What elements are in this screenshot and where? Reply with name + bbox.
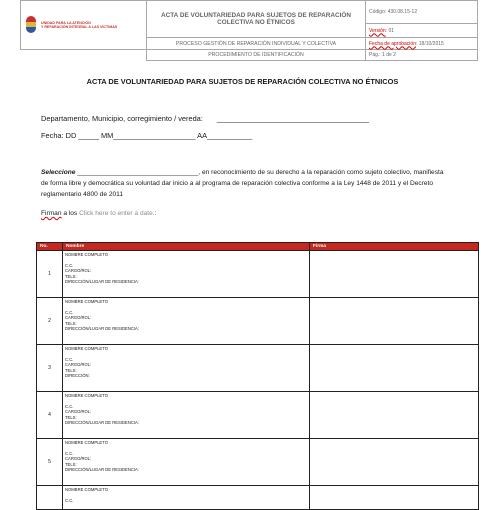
entity-seal-icon xyxy=(24,16,38,34)
date-line[interactable]: Fecha: DD _____ MM____________________ AA___________ xyxy=(41,131,253,140)
header-process: PROCESO GESTIÓN DE REPARACIÓN INDIVIDUAL Y COLECTIVA xyxy=(147,38,366,50)
document-title: ACTA DE VOLUNTARIEDAD PARA SUJETOS DE REPARACIÓN COLECTIVA NO ÉTNICOS xyxy=(86,77,399,86)
table-row xyxy=(37,439,479,486)
signature-cell[interactable] xyxy=(310,345,479,392)
signature-cell[interactable] xyxy=(310,392,479,439)
table-row xyxy=(37,251,479,298)
date-picker-field[interactable]: Click here to enter a date. xyxy=(79,210,155,217)
table-row xyxy=(37,298,479,345)
document-header xyxy=(20,0,478,61)
signer-info[interactable]: NOMBRE COMPLETO C.C. CARGO/ROL: TELS: DIRECCIÓN/LUGAR DE RESIDENCIA: xyxy=(63,251,310,298)
table-row xyxy=(37,486,479,510)
signature-cell[interactable] xyxy=(310,486,479,510)
row-number: 3 xyxy=(37,345,63,392)
signer-info[interactable]: NOMBRE COMPLETO C.C. CARGO/ROL: TELS: DIRECCIÓN/LUGAR DE RESIDENCIA: xyxy=(63,392,310,439)
select-field[interactable]: Seleccione xyxy=(41,169,76,176)
location-label: Departamento, Municipio, corregimiento / vereda: xyxy=(41,114,203,123)
signature-cell[interactable] xyxy=(310,298,479,345)
signer-info[interactable]: NOMBRE COMPLETO C.C. CARGO/ROL: TELS: DIRECCIÓN: xyxy=(63,345,310,392)
header-approval-date: Fecha de aprobación: 18/10/2015 xyxy=(366,38,478,50)
header-title: ACTA DE VOLUNTARIEDAD PARA SUJETOS DE REPARACIÓN COLECTIVA NO ÉTNICOS xyxy=(147,1,366,38)
row-number: 5 xyxy=(37,439,63,486)
row-number: 4 xyxy=(37,392,63,439)
signature-cell[interactable] xyxy=(310,251,479,298)
signer-info[interactable]: NOMBRE COMPLETO C.C. CARGO/ROL: TELS: DIRECCIÓN/LUGAR DE RESIDENCIA: xyxy=(63,439,310,486)
location-line xyxy=(41,114,369,123)
column-header-name: Nombre xyxy=(63,243,310,251)
header-page: Pág.: 1 de 2 xyxy=(366,50,478,61)
signing-date-line: Firman a los Click here to enter a date.: xyxy=(41,210,157,217)
signatures-table xyxy=(36,242,479,510)
table-row xyxy=(37,345,479,392)
column-header-number: No. xyxy=(37,243,63,251)
column-header-signature: Firma xyxy=(310,243,479,251)
row-number: 1 xyxy=(37,251,63,298)
declaration-text: _________________________________, en reconocimiento de su derecho a la reparación como sujeto colectivo, manifiesta de forma libre y democrática su voluntad dar inicio a al programa de reparación colectiva conforme a la Ley 1448 de 2011 y el Decreto reglamentario 4800 de 2011 xyxy=(41,169,444,198)
logo-cell xyxy=(21,1,147,50)
location-field[interactable]: _____________________________________ xyxy=(216,114,370,123)
signer-info[interactable]: NOMBRE COMPLETO C.C. xyxy=(63,486,310,510)
row-number xyxy=(37,486,63,510)
header-procedure: PROCEDIMIENTO DE IDENTIFICACIÓN xyxy=(147,50,366,61)
header-version: Versión: 01 xyxy=(366,24,478,38)
declaration-paragraph xyxy=(41,168,451,200)
entity-logo xyxy=(24,16,143,34)
row-number: 2 xyxy=(37,298,63,345)
header-code: Código: 430.08.15-12 xyxy=(366,1,478,24)
entity-name: UNIDAD PARA LA ATENCIÓN Y REPARACIÓN INTEGRAL A LAS VÍCTIMAS xyxy=(41,20,118,29)
signer-info[interactable]: NOMBRE COMPLETO C.C. CARGO/ROL: TELS: DIRECCIÓN/LUGAR DE RESIDENCIA: xyxy=(63,298,310,345)
signature-cell[interactable] xyxy=(310,439,479,486)
table-row xyxy=(37,392,479,439)
